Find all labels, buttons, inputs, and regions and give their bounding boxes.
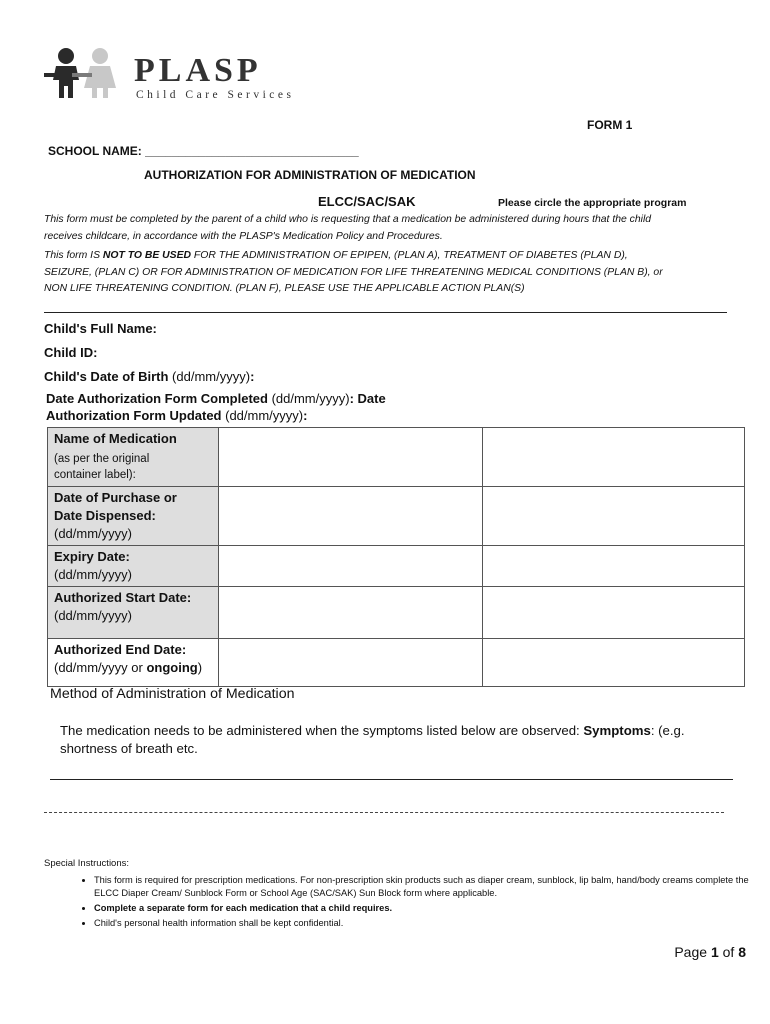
date-format: (dd/mm/yyyy) [54, 567, 132, 582]
divider-line [44, 312, 727, 313]
table-row [48, 487, 745, 546]
intro-paragraph [44, 212, 744, 245]
end-date-input-2[interactable] [483, 639, 745, 687]
dashed-divider [44, 812, 724, 813]
plasp-logo-icon [42, 46, 132, 102]
usage-note-line: NON LIFE THREATENING CONDITION. (PLAN F), PLEASE USE THE APPLICABLE ACTION PLAN(S) [44, 283, 525, 294]
expiry-date-input-2[interactable] [483, 546, 745, 587]
special-instructions-title: Special Instructions: [44, 858, 130, 869]
form-number: FORM 1 [587, 118, 633, 132]
medication-name-label-cell [48, 428, 219, 487]
program-options[interactable]: ELCC/SAC/SAK [318, 194, 416, 209]
form-updated-label: Authorization Form Updated [46, 408, 222, 423]
usage-note-rest: FOR THE ADMINISTRATION OF EPIPEN, (PLAN A), TREATMENT OF DIABETES (PLAN D), [191, 250, 628, 261]
list-item: • Complete a separate form for each medication that a child requires. [94, 902, 770, 915]
dispensed-date-label: Date Dispensed: [54, 508, 156, 523]
purchase-date-input-2[interactable] [483, 487, 745, 546]
start-date-input-1[interactable] [219, 587, 483, 639]
page-total: 8 [738, 944, 746, 960]
school-name-label: SCHOOL NAME: [48, 144, 142, 158]
form-completed-suffix: : Date [349, 391, 386, 406]
usage-note-line [44, 248, 754, 265]
special-instructions-list [66, 874, 770, 932]
usage-note-prefix: This form IS [44, 250, 103, 261]
colon: : [250, 369, 255, 384]
intro-line: This form must be completed by the parent of a child who is requesting that a medication be administered during hours that the child [44, 214, 652, 225]
symptoms-line: shortness of breath etc. [60, 741, 198, 756]
form-completed-format: (dd/mm/yyyy) [267, 391, 350, 406]
expiry-date-label: Expiry Date: [54, 549, 130, 564]
symptoms-line [60, 722, 740, 740]
table-row [48, 546, 745, 587]
list-item: • This form is required for prescription medications. For non-prescription skin products such as diaper cream, sunblock, lip balm, hand/body creams complete the ELCC Diaper Cream/ Sunblock Form or School Age (SAC/SAK) Sun Block form where applicable. [94, 874, 770, 900]
program-instruction: Please circle the appropriate program [498, 197, 687, 209]
start-date-label: Authorized Start Date: [54, 590, 192, 605]
table-row [48, 639, 745, 687]
date-format: (dd/mm/yyyy) [54, 608, 132, 623]
medication-table [47, 427, 745, 687]
expiry-date-input-1[interactable] [219, 546, 483, 587]
form-completed-label: Date Authorization Form Completed [46, 391, 268, 406]
medication-name-input-1[interactable] [219, 428, 483, 487]
date-format: (dd/mm/yyyy) [54, 526, 132, 541]
hint-line: (as per the original [54, 453, 150, 465]
start-date-input-2[interactable] [483, 587, 745, 639]
school-name-blank[interactable]: ________________________________ [145, 144, 359, 158]
table-row [48, 428, 745, 487]
end-date-label: Authorized End Date: [54, 642, 187, 657]
expiry-date-label-cell [48, 546, 219, 587]
form-completed-row[interactable] [46, 391, 386, 406]
purchase-date-label-cell [48, 487, 219, 546]
usage-note-line: SEIZURE, (PLAN C) OR FOR ADMINISTRATION OF MEDICATION FOR LIFE THREATENING MEDICAL CONDITIONS (PLAN B), or [44, 266, 663, 278]
school-name-row [48, 144, 359, 158]
child-dob-row[interactable] [44, 369, 254, 384]
purchase-date-label: Date of Purchase or [54, 490, 177, 505]
child-dob-format: (dd/mm/yyyy) [168, 369, 251, 384]
end-format-prefix: (dd/mm/yyyy or [54, 660, 147, 675]
form-title: AUTHORIZATION FOR ADMINISTRATION OF MEDICATION [144, 168, 476, 182]
child-full-name-label[interactable]: Child's Full Name: [44, 321, 157, 336]
end-format-ongoing: ongoing [146, 660, 198, 675]
symptoms-keyword: Symptoms [583, 723, 651, 738]
purchase-date-input-1[interactable] [219, 487, 483, 546]
colon: : [303, 408, 308, 423]
usage-note-emphasis: NOT TO BE USED [102, 250, 192, 261]
logo-subtitle: Child Care Services [136, 89, 295, 101]
child-dob-label: Child's Date of Birth [44, 369, 169, 384]
end-date-label-cell [48, 639, 219, 687]
page-number [674, 944, 746, 960]
usage-note [44, 248, 754, 298]
symptoms-entry-line[interactable] [50, 779, 733, 780]
logo-name: PLASP [134, 52, 262, 89]
page-current: 1 [710, 944, 719, 960]
hint-line: container label): [54, 469, 136, 481]
list-item: • Child's personal health information shall be kept confidential. [94, 917, 770, 930]
end-date-format [54, 659, 212, 677]
medication-name-hint [54, 451, 212, 483]
medication-name-input-2[interactable] [483, 428, 745, 487]
child-id-label[interactable]: Child ID: [44, 345, 98, 360]
symptoms-text: The medication needs to be administered when the symptoms listed below are observed: [60, 723, 584, 738]
table-row [48, 587, 745, 639]
intro-line: receives childcare, in accordance with the PLASP's Medication Policy and Procedures. [44, 230, 443, 242]
end-format-suffix: ) [197, 660, 203, 675]
form-updated-format: (dd/mm/yyyy) [221, 408, 304, 423]
end-date-input-1[interactable] [219, 639, 483, 687]
symptoms-eg: : (e.g. [650, 723, 685, 738]
medication-name-label: Name of Medication [54, 431, 177, 446]
page-prefix: Page [674, 944, 711, 960]
symptoms-paragraph [60, 722, 740, 758]
method-label: Method of Administration of Medication [50, 686, 295, 702]
form-updated-row[interactable] [46, 408, 307, 423]
start-date-label-cell [48, 587, 219, 639]
page-of: of [718, 944, 739, 960]
